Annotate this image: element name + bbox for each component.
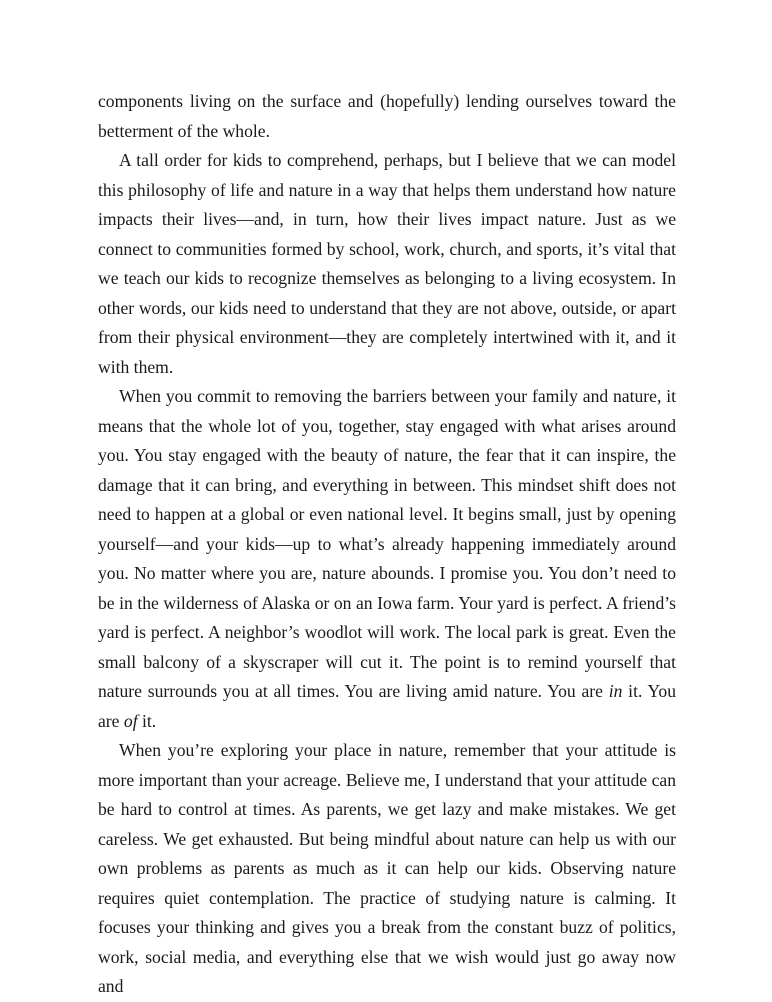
paragraph-2-text: A tall order for kids to comprehend, perhaps, but I believe that we can model this philosophy of life and nature in a way that helps them understand how nature impacts their lives—and, in turn, how their lives impact nature. Just as we connect to communities formed by school, work, church, and sports, it’s vital that we teach our kids to recognize themselves as belonging to a living ecosystem. In other words, our kids need to understand that they are not above, outside, or apart from their physical environment—they are completely intertwined with it, and it with them. xyxy=(98,150,676,377)
paragraph-3-italic-in: in xyxy=(608,681,623,701)
paragraph-1-text: components living on the surface and (hopefully) lending ourselves toward the betterment of the whole. xyxy=(98,91,676,141)
paragraph-3-text: When you commit to removing the barriers between your family and nature, it means that the whole lot of you, together, stay engaged with what arises around you. You stay engaged with the beauty of nature, the fear that it can inspire, the damage that it can bring, and everything in between. This mindset shift does not need to happen at a global or even national level. It begins small, just by opening yourself—and your kids—up to what’s already happening immediately around you. No matter where you are, nature abounds. I promise you. You don’t need to be in the wilderness of Alaska or on an Iowa farm. Your yard is perfect. A friend’s yard is perfect. A neighbor’s woodlot will work. The local park is great. Even the small balcony of a skyscraper will cut it. The point is to remind yourself that nature surrounds you at all times. You are living amid nature. You are xyxy=(98,386,676,701)
paragraph-2 xyxy=(98,146,676,382)
paragraph-4-text: When you’re exploring your place in nature, remember that your attitude is more important than your acreage. Believe me, I understand that your attitude can be hard to control at times. As parents, we get lazy and make mistakes. We get careless. We get exhausted. But being mindful about nature can help us with our own problems as parents as much as it can help our kids. Observing nature requires quiet contemplation. The practice of studying nature is calming. It focuses your thinking and gives you a break from the constant buzz of politics, work, social media, and everything else that we wish would just go away now and xyxy=(98,740,676,996)
paragraph-3-italic-of: of xyxy=(123,710,138,731)
paragraph-1 xyxy=(98,87,676,146)
paragraph-4 xyxy=(98,736,676,1002)
paragraph-3-text-3: it. xyxy=(137,710,157,731)
page-body xyxy=(98,87,676,1002)
paragraph-3 xyxy=(98,382,676,736)
paragraph-3-text-2: it. You are xyxy=(98,681,676,731)
